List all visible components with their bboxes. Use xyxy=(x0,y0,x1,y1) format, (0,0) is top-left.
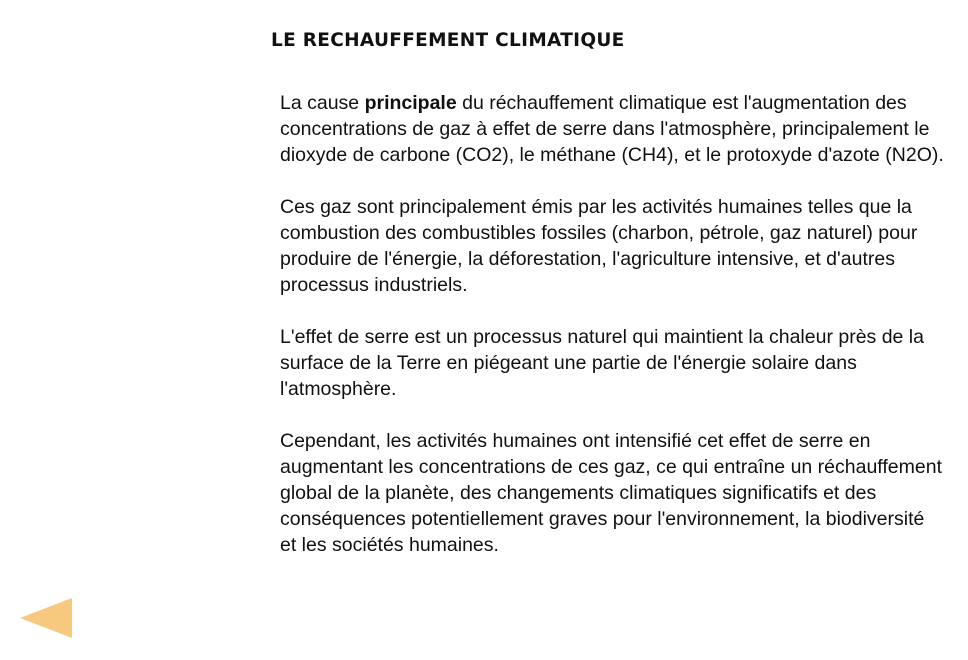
paragraph-greenhouse-effect: L'effet de serre est un processus naturel qui maintient la chaleur près de la surface de la Terre en piégeant une partie de l'énergie solaire dans l'atmosphère. xyxy=(280,326,924,400)
page-title: LE RECHAUFFEMENT CLIMATIQUE xyxy=(271,30,625,51)
paragraph-cause xyxy=(280,90,945,168)
paragraph-emissions: Ces gaz sont principalement émis par les activités humaines telles que la combustion des combustibles fossiles (charbon, pétrole, gaz naturel) pour produire de l'énergie, la déforestation, l'agriculture intensive, et d'autres processus industriels. xyxy=(280,196,918,296)
left-triangle-arrow-icon xyxy=(18,596,74,640)
article-body xyxy=(280,90,945,584)
paragraph-cause-intro: La cause xyxy=(280,92,365,114)
paragraph-cause-rest: du réchauffement climatique est l'augmentation des concentrations de gaz à effet de serre dans l'atmosphère, principalement le dioxyde de carbone (CO2), le méthane (CH4), et le protoxyde d'azote (N2O). xyxy=(280,92,944,166)
paragraph-consequences: Cependant, les activités humaines ont intensifié cet effet de serre en augmentant les concentrations de ces gaz, ce qui entraîne un réchauffement global de la planète, des changements climatiques significatifs et des conséquences potentiellement graves pour l'environnement, la biodiversité et les sociétés humaines. xyxy=(280,430,942,556)
back-button[interactable] xyxy=(18,596,74,640)
paragraph-cause-emphasis: principale xyxy=(364,92,457,114)
